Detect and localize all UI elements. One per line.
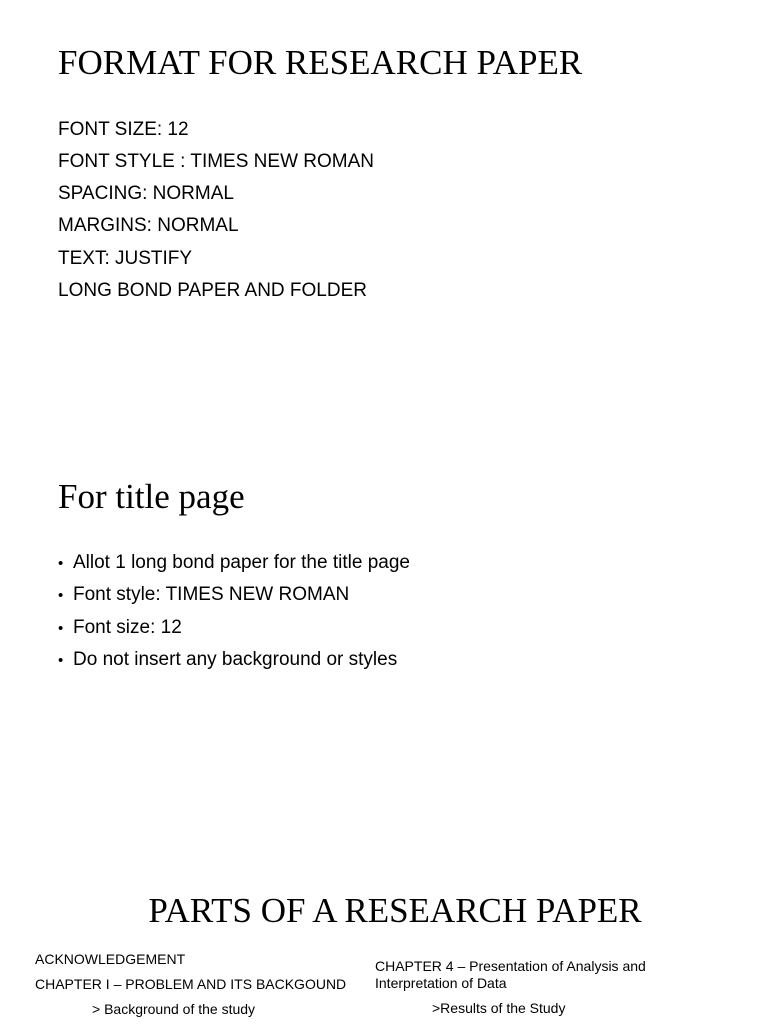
format-line-margins: MARGINS: NORMAL — [58, 215, 239, 236]
title-page-bullet-item — [58, 648, 397, 673]
bullet-text: Do not insert any background or styles — [73, 649, 398, 670]
parts-right-item: CHAPTER 4 – Presentation of Analysis and — [375, 958, 646, 974]
bullet-text: Allot 1 long bond paper for the title page — [73, 552, 410, 573]
parts-left-subitem: > Background of the study — [92, 1001, 256, 1017]
format-line-text: TEXT: JUSTIFY — [58, 248, 193, 269]
parts-right-item: Interpretation of Data — [375, 975, 507, 991]
bullet-text: Font size: 12 — [73, 617, 182, 638]
format-line-font-size: FONT SIZE: 12 — [58, 119, 189, 140]
parts-left-item: ACKNOWLEDGEMENT — [35, 951, 186, 967]
title-page-bullet-item — [58, 551, 410, 576]
bullet-text: Font style: TIMES NEW ROMAN — [73, 584, 350, 605]
bullet-icon: • — [58, 652, 64, 669]
title-page-bullet-item — [58, 616, 182, 641]
title-page-bullet-item — [58, 583, 349, 608]
bullet-icon: • — [58, 620, 64, 637]
slide1-title: FORMAT FOR RESEARCH PAPER — [58, 43, 583, 82]
format-line-paper: LONG BOND PAPER AND FOLDER — [58, 280, 367, 301]
parts-left-item: CHAPTER I – PROBLEM AND ITS BACKGOUND — [35, 976, 347, 992]
slide2-title: For title page — [58, 477, 245, 516]
bullet-icon: • — [58, 555, 64, 572]
format-line-font-style: FONT STYLE : TIMES NEW ROMAN — [58, 151, 374, 172]
bullet-icon: • — [58, 587, 64, 604]
parts-right-subitem: >Results of the Study — [432, 1000, 566, 1016]
format-line-spacing: SPACING: NORMAL — [58, 183, 234, 204]
slide3-title: PARTS OF A RESEARCH PAPER — [148, 891, 642, 930]
